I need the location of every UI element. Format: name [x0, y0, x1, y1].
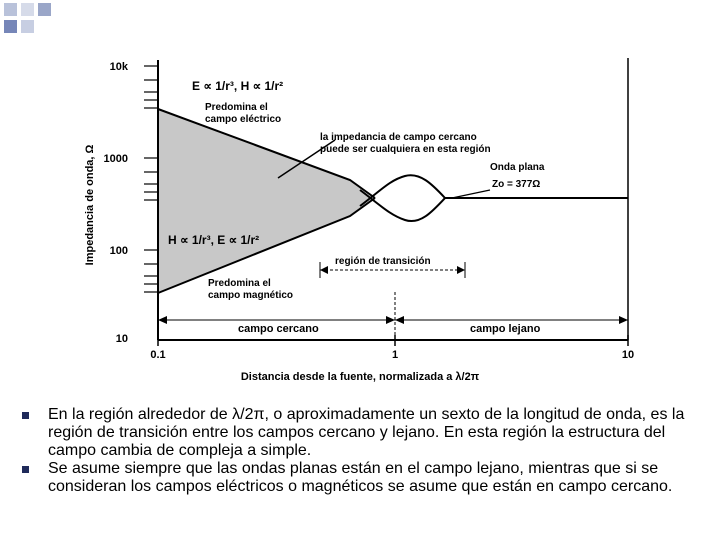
far-field-label: campo lejano [470, 323, 541, 335]
bullet-text: En la región alrededor de λ/2π, o aproximadamente un sexto de la longitud de onda, es la región de transición entre los campos cercano y lejano. En esta región la estructura del campo cambia de compleja a simple. [48, 406, 685, 459]
arrow-right-icon [386, 316, 395, 324]
bullet-item [22, 406, 702, 460]
x-axis-label: Distancia desde la fuente, normalizada a λ/2π [240, 371, 480, 383]
x-tick-label: 0.1 [150, 349, 166, 361]
near-field-label: campo cercano [238, 323, 319, 335]
arrow-left-icon [320, 266, 328, 274]
deco-square [38, 3, 51, 16]
bullet-list [22, 406, 702, 496]
square-bullet-icon [22, 412, 29, 419]
h-dominant-formula: H ∝ 1/r³, E ∝ 1/r² [168, 233, 260, 247]
plane-wave-label: Onda plana [490, 162, 545, 173]
bullet-item [22, 460, 702, 496]
near-field-annotation: puede ser cualquiera en esta región [320, 144, 491, 155]
arrow-right-icon [457, 266, 465, 274]
arrow-left-icon [395, 316, 404, 324]
y-tick-marks [144, 66, 158, 292]
x-tick-label: 1 [391, 349, 399, 361]
y-tick-label: 100 [109, 245, 128, 257]
square-bullet-icon [22, 466, 29, 473]
h-dominant-label: Predomina el [208, 278, 271, 289]
plane-wave-impedance: Zo = 377Ω [492, 179, 541, 190]
arrow-right-icon [619, 316, 628, 324]
transition-curve-upper [360, 190, 445, 221]
y-tick-label: 1000 [103, 153, 128, 165]
impedance-figure [60, 40, 660, 390]
plane-wave-pointer [452, 190, 490, 198]
y-tick-label: 10 [115, 333, 128, 345]
y-axis-label: Impedancia de onda, Ω [84, 144, 96, 266]
bullet-text: Se asume siempre que las ondas planas están en el campo lejano, mientras que si se consideran los campos eléctricos o magnéticos se asume que están en campo cercano. [48, 460, 673, 495]
e-dominant-label: campo eléctrico [205, 114, 282, 125]
deco-square [21, 20, 34, 33]
near-field-annotation: la impedancia de campo cercano [320, 132, 477, 143]
deco-square [4, 20, 17, 33]
deco-square [21, 3, 34, 16]
transition-curve-lower [360, 175, 445, 206]
corner-decoration [0, 0, 80, 40]
x-tick-label: 10 [621, 349, 635, 361]
transition-region-label: región de transición [335, 256, 431, 267]
e-dominant-label: Predomina el [205, 102, 268, 113]
arrow-left-icon [158, 316, 167, 324]
y-tick-label: 10k [109, 61, 128, 73]
deco-square [4, 3, 17, 16]
h-dominant-label: campo magnético [208, 290, 294, 301]
e-dominant-formula: E ∝ 1/r³, H ∝ 1/r² [192, 79, 284, 93]
